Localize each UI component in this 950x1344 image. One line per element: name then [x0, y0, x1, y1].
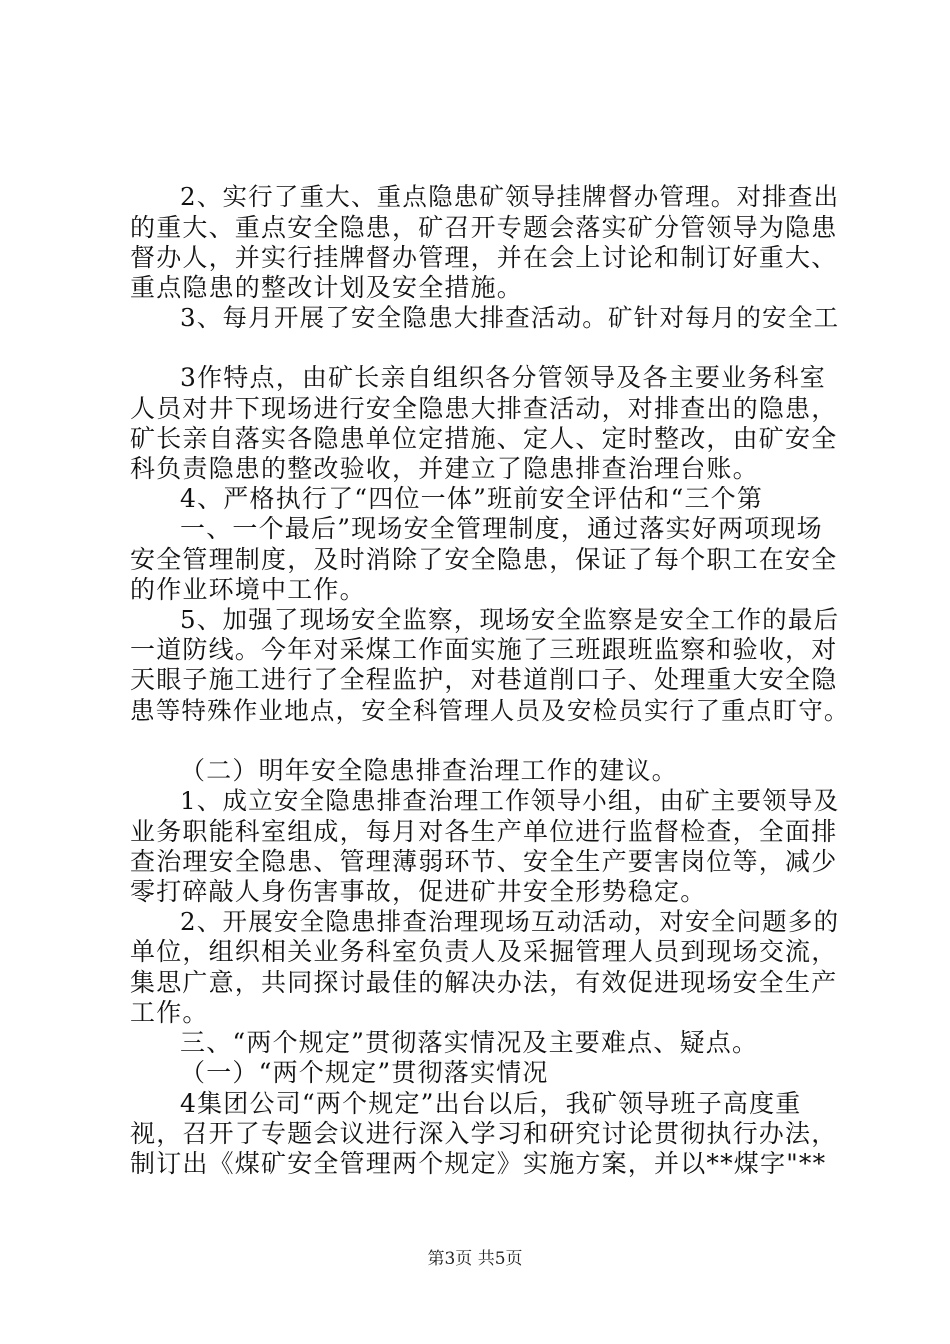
text-line: 安全管理制度，及时消除了安全隐患，保证了每个职工在安全 — [130, 545, 838, 574]
section-heading: 三、“两个规定”贯彻落实情况及主要难点、疑点。 — [180, 1028, 759, 1057]
text-line: 重点隐患的整改计划及安全措施。 — [130, 273, 524, 302]
text-line: 患等特殊作业地点，安全科管理人员及安检员实行了重点盯守。 — [130, 696, 850, 725]
text-line: 集思广意，共同探讨最佳的解决办法，有效促进现场安全生产 — [130, 968, 838, 997]
text-line: 工作。 — [130, 998, 209, 1027]
text-line: 业务职能科室组成，每月对各生产单位进行监督检查，全面排 — [130, 817, 838, 846]
text-line: 零打碎敲人身伤害事故，促进矿井安全形势稳定。 — [130, 877, 707, 906]
text-line: 视，召开了专题会议进行深入学习和研究讨论贯彻执行办法， — [130, 1119, 838, 1148]
text-line: 天眼子施工进行了全程监护，对巷道削口子、处理重大安全隐 — [130, 665, 838, 694]
page-footer: 第3页 共5页 — [427, 1249, 523, 1269]
section-heading: （二）明年安全隐患排查治理工作的建议。 — [180, 756, 678, 785]
text-line: 单位，组织相关业务科室负责人及采掘管理人员到现场交流， — [130, 937, 838, 966]
text-line: 1、成立安全隐患排查治理工作领导小组，由矿主要领导及 — [180, 786, 840, 815]
text-line: 矿长亲自落实各隐患单位定措施、定人、定时整改，由矿安全 — [130, 424, 838, 453]
text-line: 一、一个最后”现场安全管理制度，通过落实好两项现场 — [180, 514, 823, 543]
text-line: 的重大、重点安全隐患，矿召开专题会落实矿分管领导为隐患 — [130, 213, 838, 242]
section-heading: （一）“两个规定”贯彻落实情况 — [180, 1058, 549, 1087]
text-line: 2、实行了重大、重点隐患矿领导挂牌督办管理。对排查出 — [180, 182, 840, 211]
text-line: 的作业环境中工作。 — [130, 575, 366, 604]
text-line: 制订出《煤矿安全管理两个规定》实施方案，并以**煤字"** — [130, 1149, 827, 1178]
text-line: 科负责隐患的整改验收，并建立了隐患排查治理台账。 — [130, 454, 759, 483]
text-line: 督办人，并实行挂牌督办管理，并在会上讨论和制订好重大、 — [130, 243, 838, 272]
text-line: 4、严格执行了“四位一体”班前安全评估和“三个第 — [180, 484, 764, 513]
text-line: 查治理安全隐患、管理薄弱环节、安全生产要害岗位等，减少 — [130, 847, 838, 876]
text-line: 人员对井下现场进行安全隐患大排查活动，对排查出的隐患， — [130, 394, 838, 423]
text-line: 3作特点，由矿长亲自组织各分管领导及各主要业务科室 — [180, 363, 826, 392]
text-line: 4集团公司“两个规定”出台以后，我矿领导班子高度重 — [180, 1089, 802, 1118]
text-line: 3、每月开展了安全隐患大排查活动。矿针对每月的安全工 — [180, 303, 840, 332]
text-line: 一道防线。今年对采煤工作面实施了三班跟班监察和验收，对 — [130, 635, 838, 664]
text-line: 5、加强了现场安全监察，现场安全监察是安全工作的最后 — [180, 605, 840, 634]
text-line: 2、开展安全隐患排查治理现场互动活动，对安全问题多的 — [180, 907, 840, 936]
